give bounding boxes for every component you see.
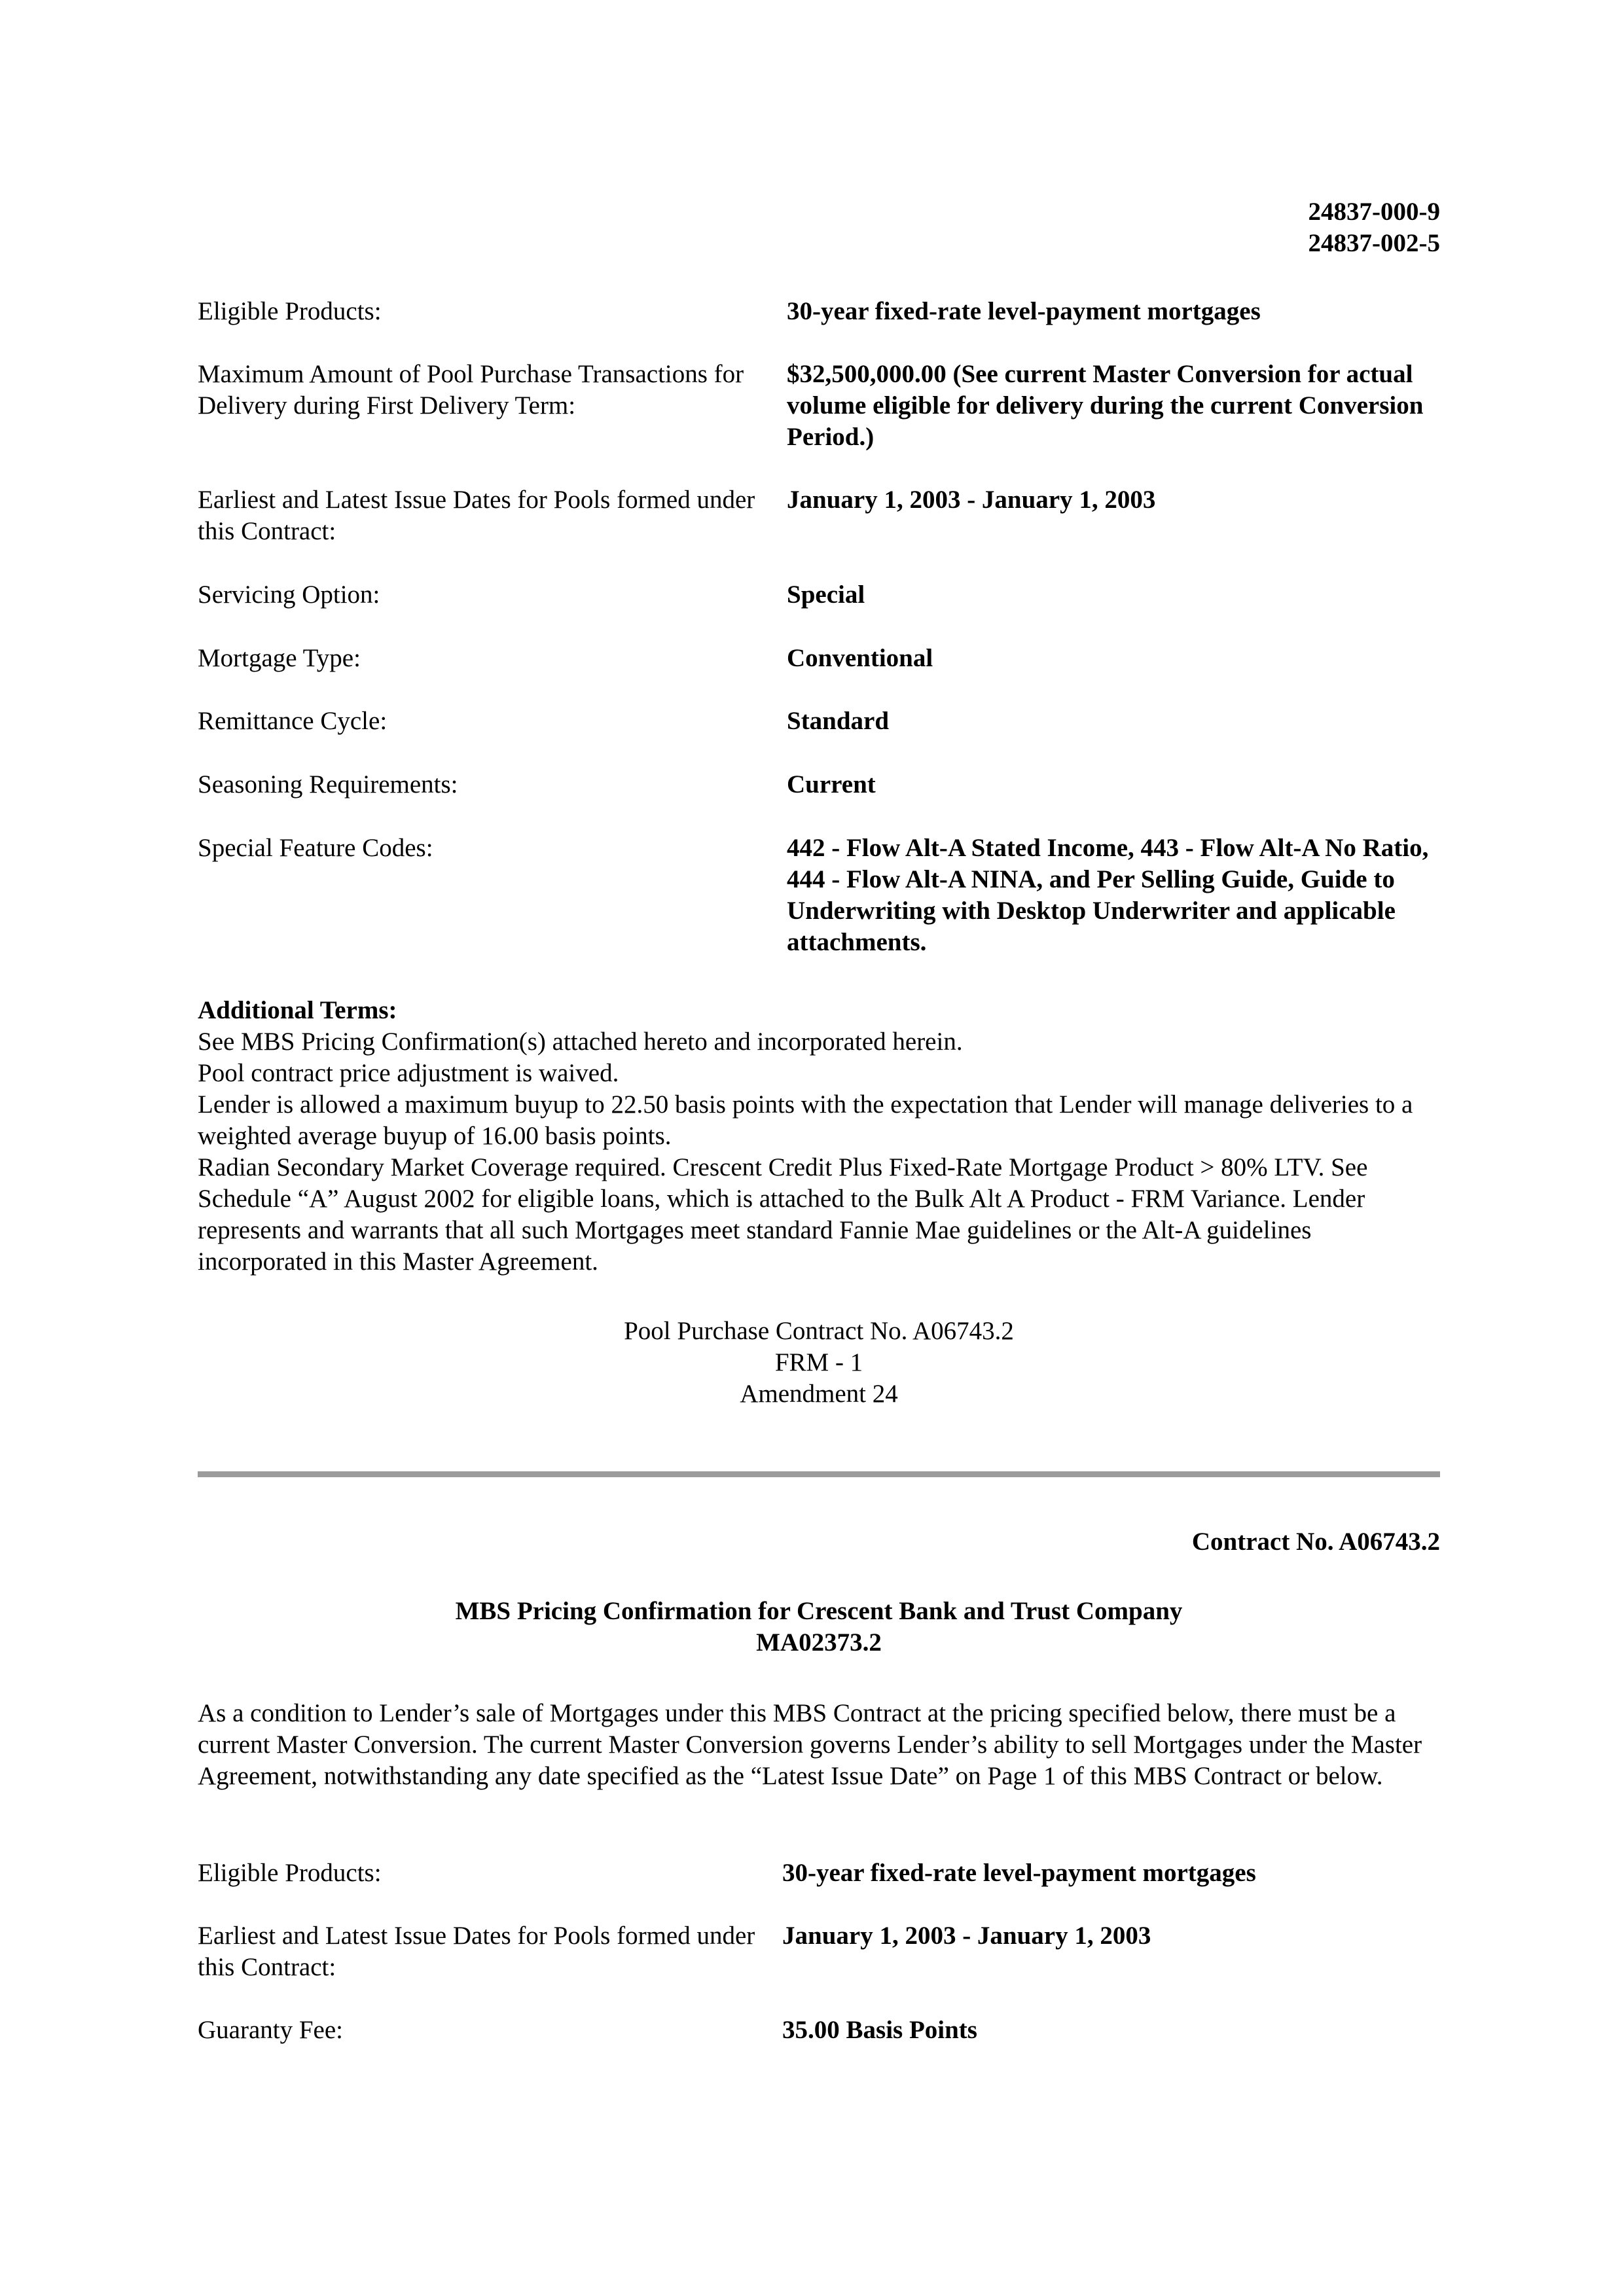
additional-terms-line: Pool contract price adjustment is waived. bbox=[198, 1059, 619, 1087]
term-label: Eligible Products: bbox=[198, 297, 382, 325]
mbs-condition-paragraph: As a condition to Lender’s sale of Mortgages under this MBS Contract at the pricing specified below, there must be a current Master Conversion. The current Master Conversion governs Lender’s ability to sell Mortgages under the Master Agreement, notwithstanding any date specified as the “Latest Issue Date” on Page 1 of this MBS Contract or below. bbox=[198, 1699, 1422, 1790]
footer-amendment: Amendment 24 bbox=[740, 1380, 898, 1408]
term-label: Seasoning Requirements: bbox=[198, 770, 458, 798]
additional-terms-line: See MBS Pricing Confirmation(s) attached hereto and incorporated herein. bbox=[198, 1028, 963, 1056]
term-value: Current bbox=[787, 770, 876, 798]
term-value: January 1, 2003 - January 1, 2003 bbox=[782, 1922, 1151, 1950]
term-label: Earliest and Latest Issue Dates for Pools formed under this Contract: bbox=[198, 486, 755, 545]
term-value: January 1, 2003 - January 1, 2003 bbox=[787, 486, 1156, 514]
mbs-title-block bbox=[198, 1596, 1440, 1659]
term-label: Eligible Products: bbox=[198, 1859, 382, 1887]
page-footer bbox=[198, 1316, 1440, 1410]
document-id-1: 24837-000-9 bbox=[1308, 198, 1440, 226]
term-value: 30-year fixed-rate level-payment mortgages bbox=[787, 297, 1261, 325]
footer-product: FRM - 1 bbox=[774, 1348, 863, 1376]
term-value: Special bbox=[787, 581, 865, 609]
term-value: Conventional bbox=[787, 644, 933, 672]
term-value: Standard bbox=[787, 707, 890, 735]
term-value: 35.00 Basis Points bbox=[782, 2016, 977, 2044]
mbs-contract-number: Contract No. A06743.2 bbox=[1191, 1528, 1440, 1556]
term-label: Mortgage Type: bbox=[198, 644, 361, 672]
mbs-title: MBS Pricing Confirmation for Crescent Bank and Trust Company bbox=[455, 1597, 1183, 1625]
footer-contract: Pool Purchase Contract No. A06743.2 bbox=[624, 1317, 1014, 1345]
term-label: Remittance Cycle: bbox=[198, 707, 388, 735]
term-label: Special Feature Codes: bbox=[198, 834, 433, 862]
term-value: $32,500,000.00 (See current Master Conversion for actual volume eligible for delivery during the current Conversion Period.) bbox=[787, 360, 1424, 451]
term-label: Servicing Option: bbox=[198, 581, 380, 609]
mbs-subtitle: MA02373.2 bbox=[756, 1628, 882, 1657]
page-divider bbox=[198, 1471, 1440, 1477]
term-value: 442 - Flow Alt-A Stated Income, 443 - Flow Alt-A No Ratio, 444 - Flow Alt-A NINA, and Per Selling Guide, Guide to Underwriting with Desktop Underwriter and applicable attachments. bbox=[787, 834, 1429, 956]
additional-terms-heading: Additional Terms: bbox=[198, 996, 397, 1024]
additional-terms-line: Radian Secondary Market Coverage required. Crescent Credit Plus Fixed-Rate Mortgage Product > 80% LTV. See Schedule “A” August 2002 for eligible loans, which is attached to the Bulk Alt A Product - FRM Variance. Lender represents and warrants that all such Mortgages meet standard Fannie Mae guidelines or the Alt-A guidelines incorporated in this Master Agreement. bbox=[198, 1153, 1368, 1276]
document-ids bbox=[916, 196, 1440, 259]
additional-terms-line: Lender is allowed a maximum buyup to 22.50 basis points with the expectation that Lender will manage deliveries to a weighted average buyup of 16.00 basis points. bbox=[198, 1090, 1413, 1150]
term-label: Maximum Amount of Pool Purchase Transactions for Delivery during First Delivery Term: bbox=[198, 360, 744, 420]
term-label: Guaranty Fee: bbox=[198, 2016, 344, 2044]
term-label: Earliest and Latest Issue Dates for Pools formed under this Contract: bbox=[198, 1922, 755, 1981]
additional-terms bbox=[198, 995, 1440, 1278]
document-id-2: 24837-002-5 bbox=[1308, 229, 1440, 257]
term-value: 30-year fixed-rate level-payment mortgages bbox=[782, 1859, 1256, 1887]
